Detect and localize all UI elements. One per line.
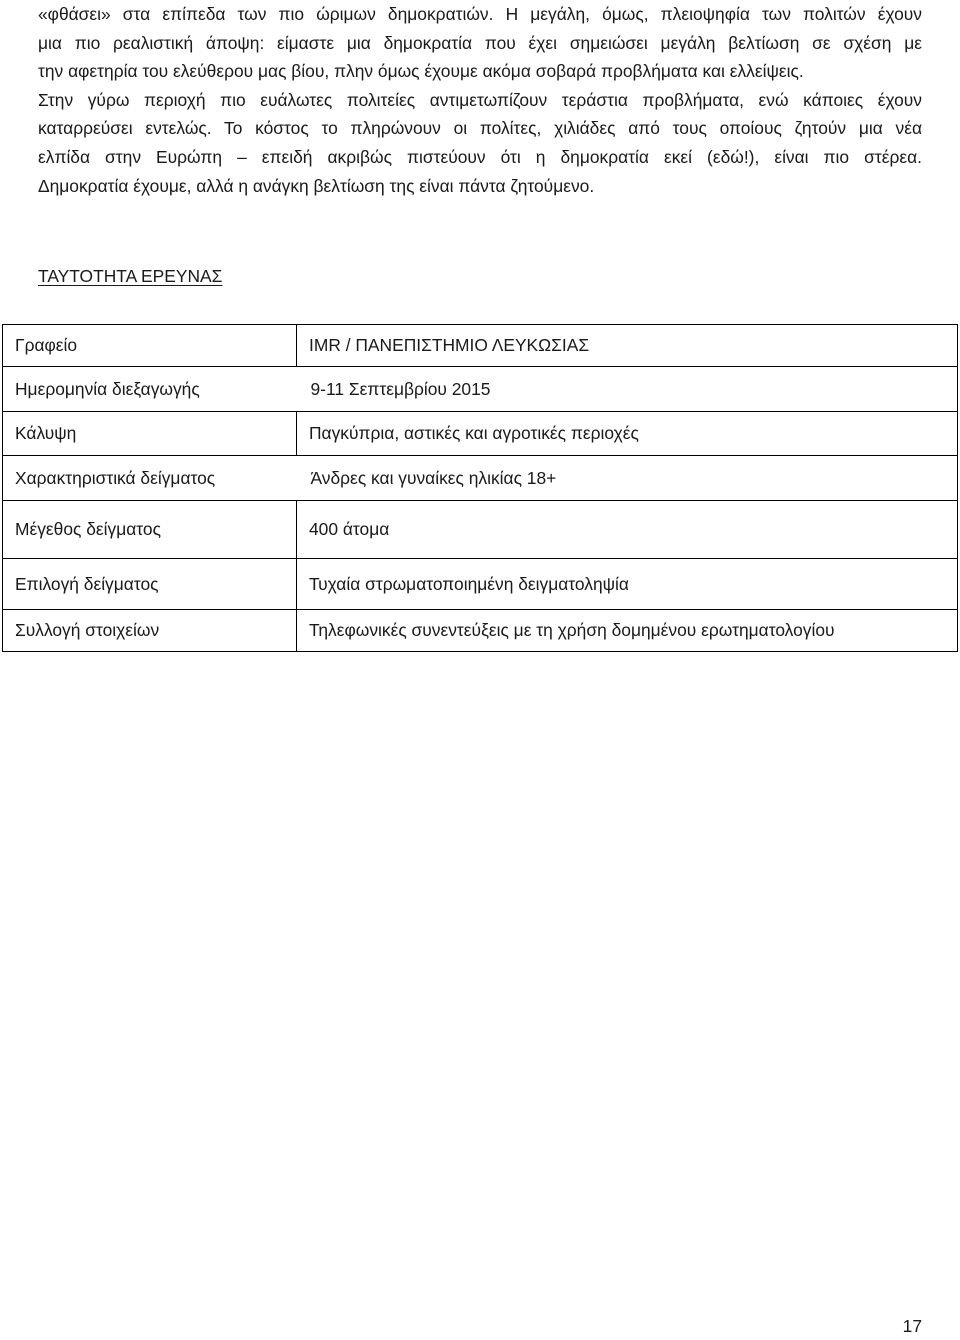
paragraph-line: μια πιο ρεαλιστική άποψη: είμαστε μια δημοκρατία που έχει σημειώσει μεγάλη βελτίωση σε σχέση με: [38, 32, 922, 53]
table-row: [3, 367, 958, 412]
row-value: 9-11 Σεπτεμβρίου 2015: [297, 367, 958, 412]
row-label: Μέγεθος δείγματος: [3, 501, 297, 559]
row-label: Επιλογή δείγματος: [3, 559, 297, 610]
paragraph-line: «φθάσει» στα επίπεδα των πιο ώριμων δημοκρατιών. Η μεγάλη, όμως, πλειοψηφία των πολιτών έχουν: [38, 4, 922, 24]
row-label: Γραφείο: [3, 325, 297, 367]
table-row: [3, 501, 958, 559]
body-paragraph: [38, 0, 922, 200]
row-label: Συλλογή στοιχείων: [3, 610, 297, 652]
row-value: Παγκύπρια, αστικές και αγροτικές περιοχές: [297, 412, 958, 456]
row-value: Τηλεφωνικές συνεντεύξεις με τη χρήση δομημένου ερωτηματολογίου: [297, 610, 958, 652]
page-number: 17: [902, 1316, 922, 1336]
paragraph-line: καταρρεύσει εντελώς. Το κόστος το πληρώνουν οι πολίτες, χιλιάδες από τους οποίους ζητούν μια νέα: [38, 118, 922, 139]
row-value: IMR / ΠΑΝΕΠΙΣΤΗΜΙΟ ΛΕΥΚΩΣΙΑΣ: [297, 325, 958, 367]
table-row: [3, 610, 958, 652]
row-value: Άνδρες και γυναίκες ηλικίας 18+: [297, 456, 958, 501]
row-value: Τυχαία στρωματοποιημένη δειγματοληψία: [297, 559, 958, 610]
row-label: Ημερομηνία διεξαγωγής: [3, 367, 297, 412]
row-label: Χαρακτηριστικά δείγματος: [3, 456, 297, 501]
section-title: ΤΑΥΤΟΤΗΤΑ ΕΡΕΥΝΑΣ: [38, 266, 223, 286]
table-row: [3, 559, 958, 610]
row-label: Κάλυψη: [3, 412, 297, 456]
table-row: [3, 325, 958, 367]
row-value: 400 άτομα: [297, 501, 958, 559]
paragraph-line: Στην γύρω περιοχή πιο ευάλωτες πολιτείες αντιμετωπίζουν τεράστια προβλήματα, ενώ κάποιες έχουν: [38, 89, 922, 110]
paragraph-line: Δημοκρατία έχουμε, αλλά η ανάγκη βελτίωση της είναι πάντα ζητούμενο.: [38, 175, 595, 196]
paragraph-line: την αφετηρία του ελεύθερου μας βίου, πλην όμως έχουμε ακόμα σοβαρά προβλήματα και ελλείψεις.: [38, 61, 804, 82]
table-row: [3, 412, 958, 456]
survey-identity-table: [2, 324, 958, 652]
paragraph-line: ελπίδα στην Ευρώπη – επειδή ακριβώς πιστεύουν ότι η δημοκρατία εκεί (εδώ!), είναι πιο στέρεα.: [38, 146, 922, 167]
table-row: [3, 456, 958, 501]
